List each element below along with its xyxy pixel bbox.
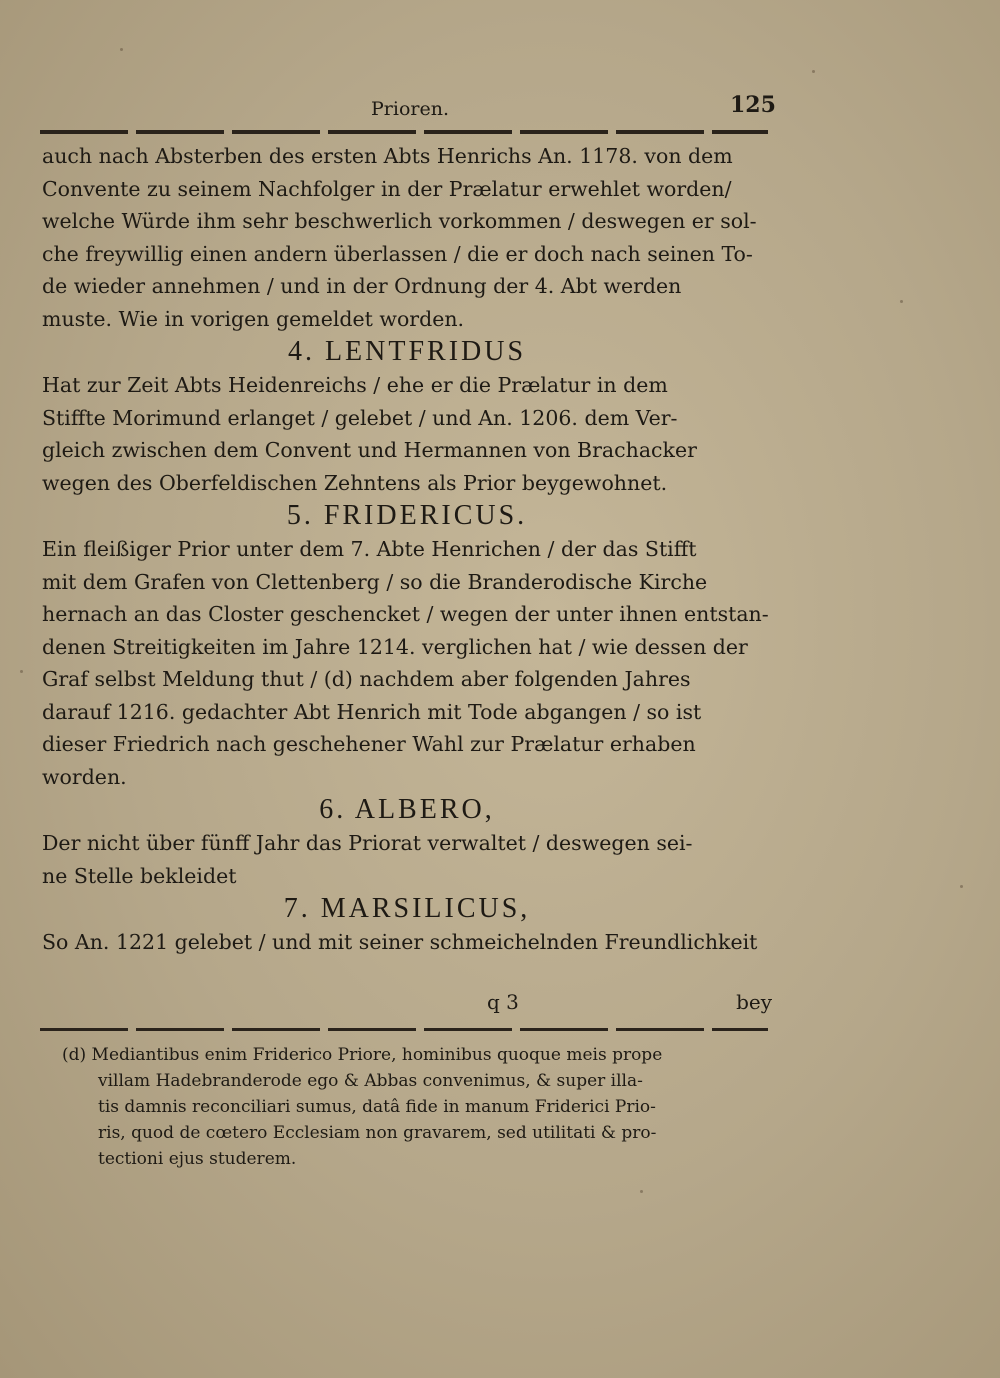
footnote-line: (d) Mediantibus enim Friderico Priore, hominibus quoque meis prope xyxy=(62,1045,663,1065)
footnote-line: ris, quod de cœtero Ecclesiam non gravarem, sed utilitati & pro- xyxy=(98,1123,657,1143)
footnote-rule xyxy=(40,1028,768,1031)
section-heading-5: 5. FRIDERICUS. xyxy=(286,500,528,531)
text-line: welche Würde ihm sehr beschwerlich vorkommen / deswegen er sol- xyxy=(42,209,757,233)
text-line: Convente zu seinem Nachfolger in der Prælatur erwehlet worden/ xyxy=(42,176,732,201)
paper-speck xyxy=(120,48,123,51)
main-text xyxy=(42,140,772,959)
paper-speck xyxy=(20,670,23,673)
text-line: auch nach Absterben des ersten Abts Henrichs An. 1178. von dem xyxy=(42,144,733,168)
paper-speck xyxy=(900,300,903,303)
catchword: bey xyxy=(736,990,772,1014)
footnote-line: villam Hadebranderode ego & Abbas convenimus, & super illa- xyxy=(98,1071,643,1091)
text-line: denen Streitigkeiten im Jahre 1214. verglichen hat / wie dessen der xyxy=(42,634,748,659)
header-rule xyxy=(40,130,768,134)
text-line: mit dem Grafen von Clettenberg / so die Branderodische Kirche xyxy=(42,569,708,594)
text-line: hernach an das Closter geschencket / wegen der unter ihnen entstan- xyxy=(42,602,769,626)
text-line: wegen des Oberfeldischen Zehntens als Prior beygewohnet. xyxy=(42,470,668,495)
text-line: Graf selbst Meldung thut / (d) nachdem aber folgenden Jahres xyxy=(42,667,691,691)
footnote-line: tectioni ejus studerem. xyxy=(98,1149,297,1169)
text-line: gleich zwischen dem Convent und Hermannen von Brachacker xyxy=(42,438,697,462)
text-line: Stiffte Morimund erlanget / gelebet / und An. 1206. dem Ver- xyxy=(42,405,678,430)
text-line: muste. Wie in vorigen gemeldet worden. xyxy=(42,306,465,331)
section-heading-6: 6. ALBERO, xyxy=(319,794,495,825)
section-heading-7: 7. MARSILICUS, xyxy=(283,893,531,924)
section-heading-4: 4. LENTFRIDUS xyxy=(287,336,527,367)
text-line: dieser Friedrich nach geschehener Wahl zur Prælatur erhaben xyxy=(42,732,696,756)
footnote xyxy=(62,1042,782,1172)
text-line: de wieder annehmen / und in der Ordnung der 4. Abt werden xyxy=(42,274,682,298)
text-line: che freywillig einen andern überlassen / die er doch nach seinen To- xyxy=(42,241,753,266)
text-line: Hat zur Zeit Abts Heidenreichs / ehe er die Prælatur in dem xyxy=(42,373,668,397)
page-number: 125 xyxy=(730,92,776,118)
text-line: Der nicht über fünff Jahr das Priorat verwaltet / deswegen sei- xyxy=(42,831,693,855)
text-line: Ein fleißiger Prior unter dem 7. Abte Henrichen / der das Stifft xyxy=(42,537,697,561)
signature-mark: q 3 xyxy=(487,990,519,1014)
paper-speck xyxy=(812,70,815,73)
running-header: Prioren. xyxy=(371,98,449,120)
text-line: ne Stelle bekleidet xyxy=(42,863,237,888)
text-line: darauf 1216. gedachter Abt Henrich mit Tode abgangen / so ist xyxy=(42,699,702,724)
text-line: So An. 1221 gelebet / und mit seiner schmeichelnden Freundlichkeit xyxy=(42,930,758,954)
paper-speck xyxy=(960,885,963,888)
paper-speck xyxy=(640,1190,643,1193)
text-line: worden. xyxy=(42,764,127,789)
signature-line xyxy=(42,990,772,1022)
footnote-line: tis damnis reconciliari sumus, datâ fide in manum Friderici Prio- xyxy=(98,1097,656,1117)
